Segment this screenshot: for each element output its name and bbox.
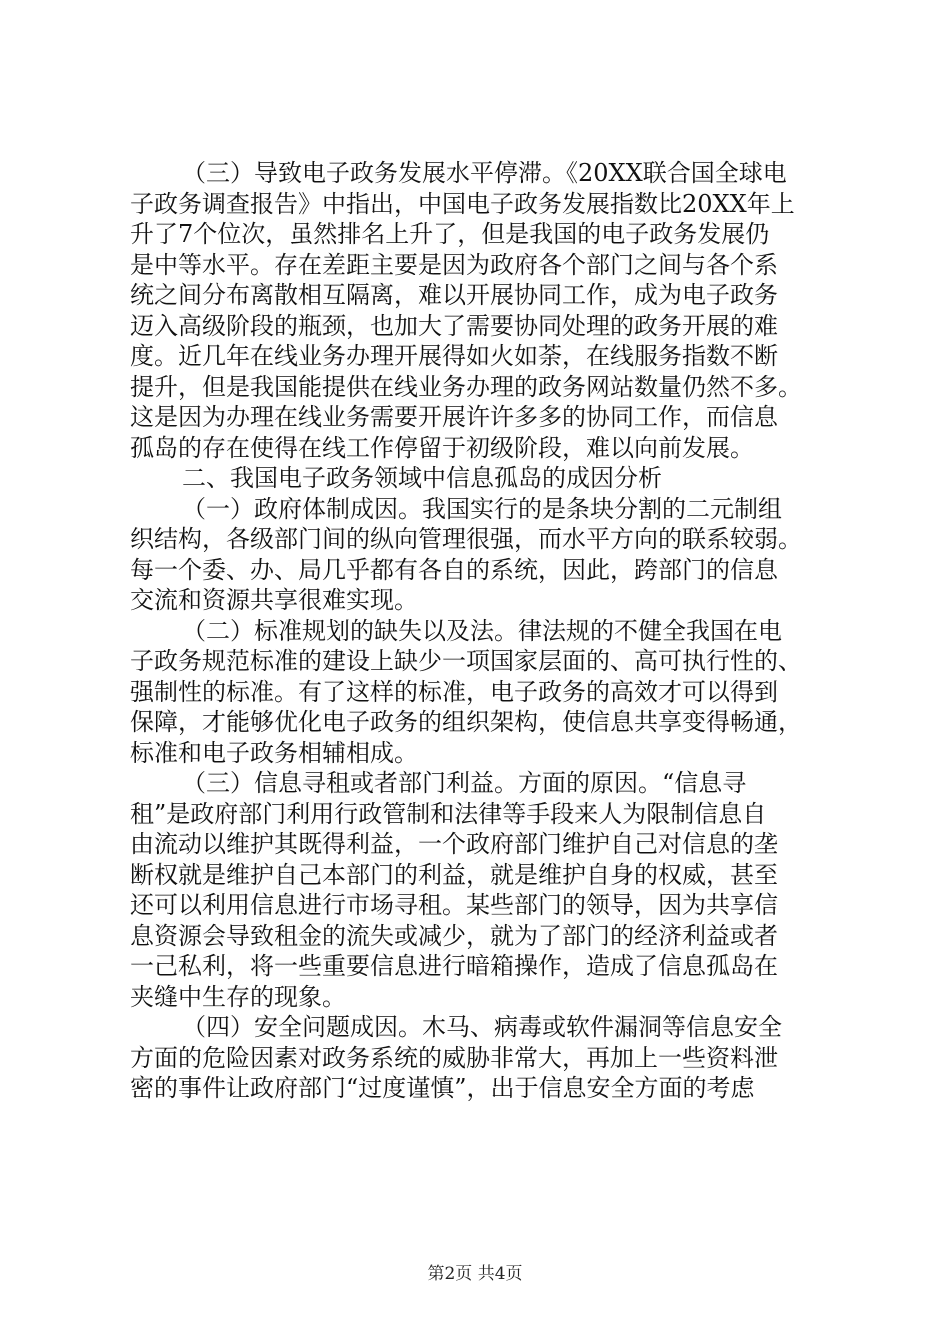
text-line: 交流和资源共享很难实现。 [130, 586, 418, 614]
text-line: （三）导致电子政务发展水平停滞。《20XX联合国全球电 [182, 159, 787, 187]
text-line: 织结构，各级部门间的纵向管理很强，而水平方向的联系较弱。 [130, 525, 802, 553]
text-line: 升了7个位次，虽然排名上升了，但是我国的电子政务发展仍 [130, 220, 770, 248]
text-line: 度。近几年在线业务办理开展得如火如荼，在线服务指数不断 [130, 342, 778, 370]
text-line: 提升，但是我国能提供在线业务办理的政务网站数量仍然不多。 [130, 373, 802, 401]
text-line: 租”是政府部门利用行政管制和法律等手段来人为限制信息自 [130, 800, 767, 828]
text-line: 这是因为办理在线业务需要开展许许多多的协同工作，而信息 [130, 403, 778, 431]
text-line: 夹缝中生存的现象。 [130, 983, 346, 1011]
text-line: 强制性的标准。有了这样的标准，电子政务的高效才可以得到 [130, 678, 778, 706]
text-line: 由流动以维护其既得利益，一个政府部门维护自己对信息的垄 [130, 830, 778, 858]
text-line: 统之间分布离散相互隔离，难以开展协同工作，成为电子政务 [130, 281, 778, 309]
text-line: 是中等水平。存在差距主要是因为政府各个部门之间与各个系 [130, 251, 778, 279]
text-line: 标准和电子政务相辅相成。 [130, 739, 418, 767]
section-heading: 二、我国电子政务领域中信息孤岛的成因分析 [182, 464, 662, 492]
text-line: 密的事件让政府部门“过度谨慎”，出于信息安全方面的考虑 [130, 1074, 755, 1102]
text-line: （一）政府体制成因。我国实行的是条块分割的二元制组 [182, 495, 782, 523]
text-line: 子政务规范标准的建设上缺少一项国家层面的、高可执行性的、 [130, 647, 802, 675]
text-line: （三）信息寻租或者部门利益。方面的原因。“信息寻 [182, 769, 747, 797]
text-line: 还可以利用信息进行市场寻租。某些部门的领导，因为共享信 [130, 891, 778, 919]
text-line: 一己私利，将一些重要信息进行暗箱操作，造成了信息孤岛在 [130, 952, 778, 980]
text-line: 每一个委、办、局几乎都有各自的系统，因此，跨部门的信息 [130, 556, 778, 584]
text-line: 方面的危险因素对政务系统的威胁非常大，再加上一些资料泄 [130, 1044, 778, 1072]
text-line: （四）安全问题成因。木马、病毒或软件漏洞等信息安全 [182, 1013, 782, 1041]
text-line: 保障，才能够优化电子政务的组织架构，使信息共享变得畅通， [130, 708, 802, 736]
text-line: 息资源会导致租金的流失或减少，就为了部门的经济利益或者 [130, 922, 778, 950]
text-line: 孤岛的存在使得在线工作停留于初级阶段，难以向前发展。 [130, 434, 754, 462]
text-line: 子政务调查报告》中指出，中国电子政务发展指数比20XX年上 [130, 190, 795, 218]
page-footer: 第2页 共4页 [427, 1264, 523, 1284]
text-line: （二）标准规划的缺失以及法。律法规的不健全我国在电 [182, 617, 782, 645]
text-line: 断权就是维护自己本部门的利益，就是维护自身的权威，甚至 [130, 861, 778, 889]
text-line: 迈入高级阶段的瓶颈，也加大了需要协同处理的政务开展的难 [130, 312, 778, 340]
